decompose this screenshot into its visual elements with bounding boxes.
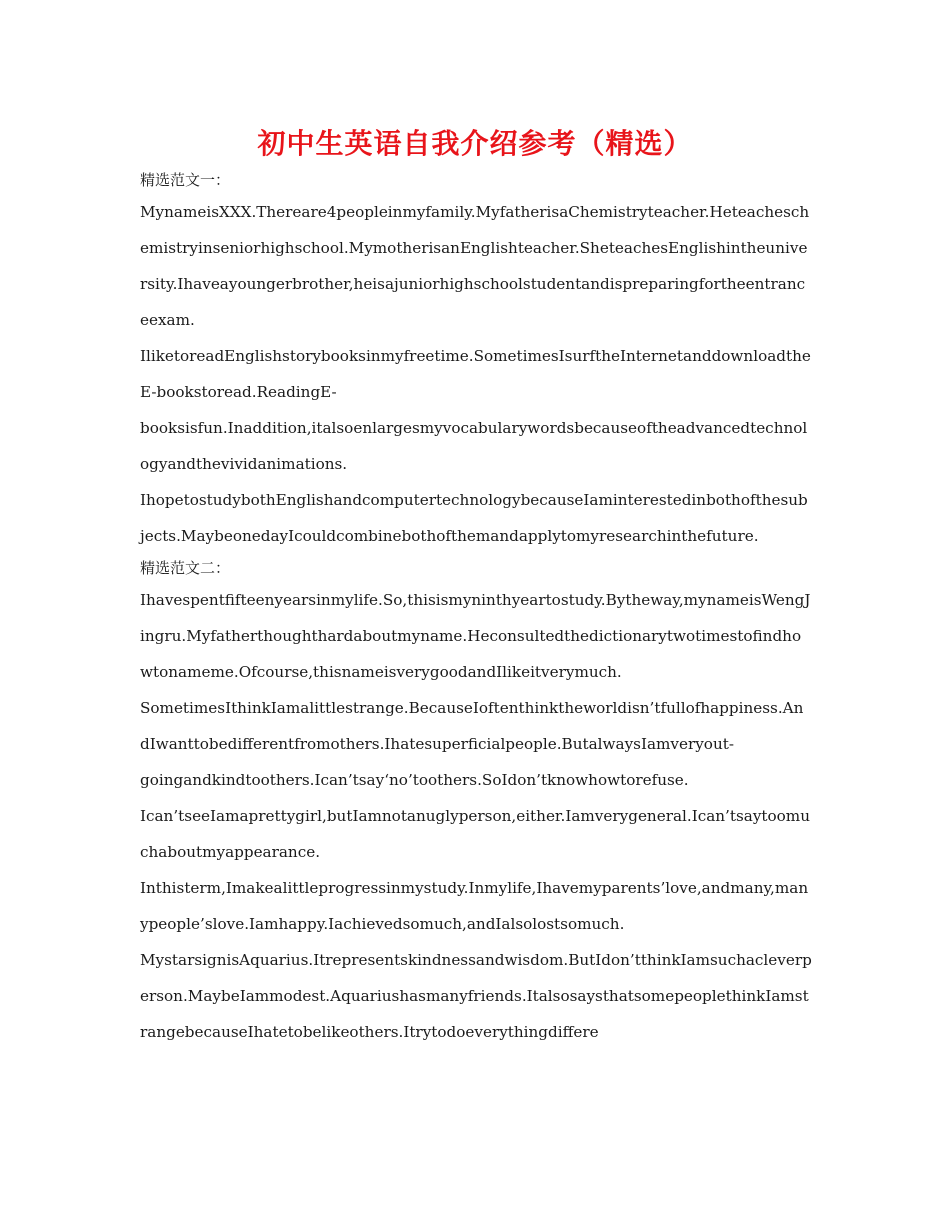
paragraph: MynameisXXX.Thereare4peopleinmyfamily.MyfatherisaChemistryteacher.Heteacheschemistryinseniorhighschool.MymotherisanEnglishteacher.SheteachesEnglishintheuniversity.Ihaveayoungerbrother,heisajuniorhighschoolstudentandispreparingfortheentranceexam. — [140, 203, 810, 329]
paragraph: Inthisterm,Imakealittleprogressinmystudy.Inmylife,Ihavemyparents’love,andmany,manypeople’slove.Iamhappy.Iachievedsomuch,andIalsolostsomuch. — [140, 879, 809, 933]
page-title: 初中生英语自我介绍参考（精选） — [257, 127, 693, 160]
paragraph: Ihavespentfifteenyearsinmylife.So,thisismyninthyeartostudy.Bytheway,mynameisWengJingru.Myfatherthoughthardaboutmyname.Heconsultedthedictionarytwotimestofindhowtonameme.Ofcourse,thisnameisverygoodandIlikeitverymuch. — [140, 591, 811, 681]
paragraph: MystarsignisAquarius.Itrepresentskindnessandwisdom.ButIdon’tthinkIamsuchacleverperson.MaybeIammodest.Aquariushasmanyfriends.ItalsosaysthatsomepeoplethinkIamstrangebecauseIhatetobelikeothers.Itrytodoeverythingdiffere — [140, 951, 812, 1041]
section-label: 精选范文二： — [140, 559, 231, 577]
section-label: 精选范文一： — [140, 171, 231, 189]
paragraph: goingandkindtoothers.Ican’tsay‘no’toothers.SoIdon’tknowhowtorefuse. — [140, 771, 689, 789]
paragraph: Ican’tseeIamaprettygirl,butIamnotanuglyperson,either.Iamverygeneral.Ican’tsaytoomuchaboutmyappearance. — [140, 807, 810, 861]
paragraph: SometimesIthinkIamalittlestrange.BecauseIoftenthinktheworldisn’tfullofhappiness.AndIwanttobedifferentfromothers.Ihatesuperficialpeople.ButalwaysIamveryout- — [140, 699, 804, 753]
document-body — [140, 166, 812, 1050]
paragraph: IliketoreadEnglishstorybooksinmyfreetime.SometimesIsurftheInternetanddownloadtheE-bookstoread.ReadingE- — [140, 347, 811, 401]
paragraph: IhopetostudybothEnglishandcomputertechnologybecauseIaminterestedinbothofthesubjects.MaybeonedayIcouldcombinebothofthemandapplytomyresearchinthefuture. — [140, 491, 808, 545]
paragraph: booksisfun.Inaddition,italsoenlargesmyvocabularywordsbecauseoftheadvancedtechnologyandthevividanimations. — [140, 419, 808, 473]
